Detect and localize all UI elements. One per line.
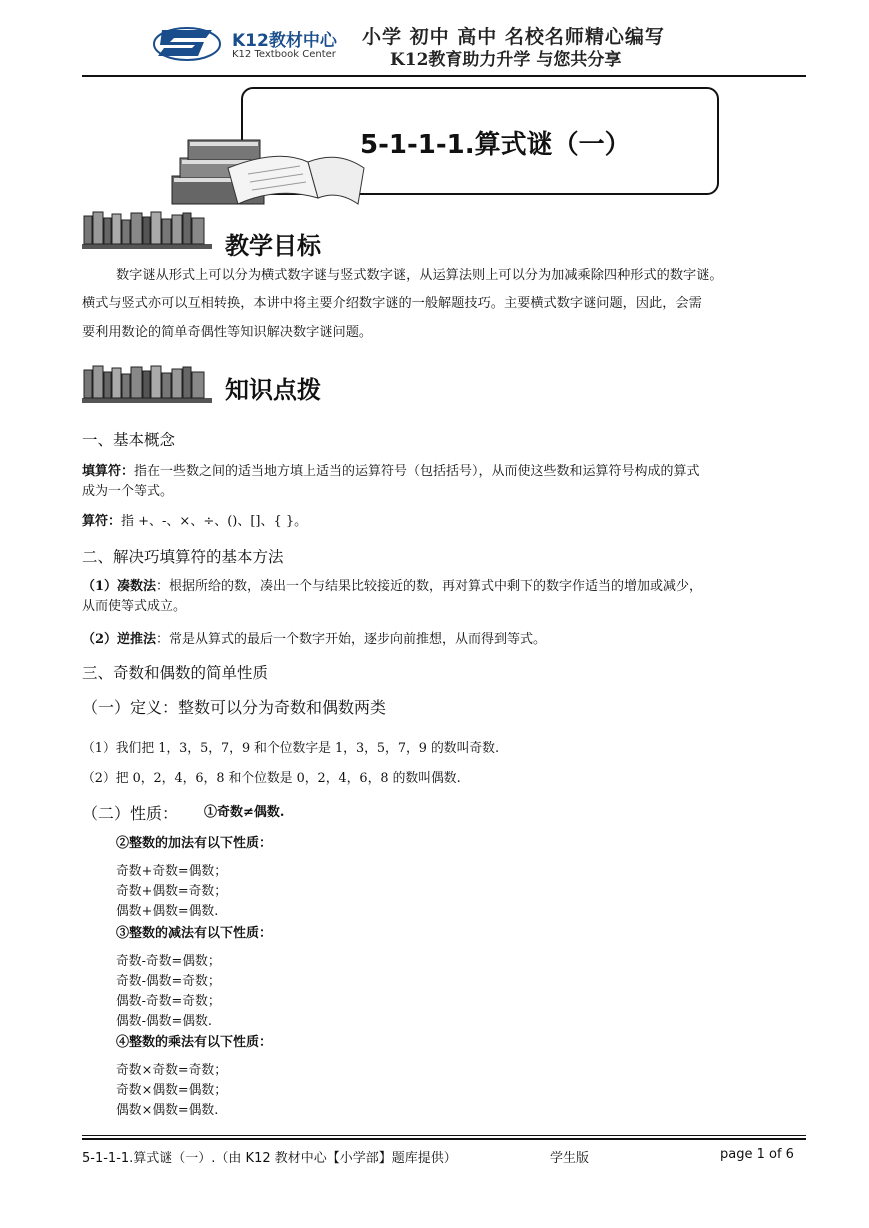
goals-line-2: 横式与竖式亦可以互相转换，本讲中将主要介绍数字谜的一般解题技巧。主要横式数字谜问题，因此，会需: [82, 296, 702, 311]
subtraction-rule: 奇数-偶数=奇数；: [116, 974, 221, 989]
heading-properties: （二）性质：: [82, 804, 179, 823]
heading-basic-concepts: 一、基本概念: [82, 431, 176, 449]
heading-methods: 二、解决巧填算符的基本方法: [82, 548, 284, 566]
section-title-knowledge: 知识点拨: [225, 376, 321, 404]
goals-line-1: 数字谜从形式上可以分为横式数字谜与竖式数字谜，从运算法则上可以分为加减乘除四种形式的数字谜。: [116, 268, 723, 283]
page-title: 5-1-1-1.算式谜（一）: [360, 130, 631, 160]
books-banner-icon: [82, 364, 212, 404]
term-method-2: （2）逆推法: [82, 632, 157, 647]
addition-rule: 奇数+奇数=偶数；: [116, 864, 228, 879]
subtraction-heading: ③整数的减法有以下性质：: [116, 926, 273, 941]
fill-operator-definition: [82, 462, 812, 481]
section-title-goals: 教学目标: [225, 232, 321, 260]
method-1: [82, 577, 812, 596]
definition-odd: （1）我们把 1，3，5，7，9 和个位数字是 1，3，5，7，9 的数叫奇数.: [82, 741, 500, 756]
method-1-line1: ：根据所给的数，凑出一个与结果比较接近的数，再对算式中剩下的数字作适当的增加或减少，: [156, 579, 703, 594]
page-number: page 1 of 6: [720, 1147, 794, 1162]
operator-definition: [82, 512, 307, 531]
books-banner-icon: [82, 210, 212, 250]
header-slogan-line2: K12教育助力升学 与您共分享: [390, 50, 622, 70]
method-2: [82, 630, 546, 649]
footer-source: 5-1-1-1.算式谜（一）.（由 K12 教材中心【小学部】题库提供）: [82, 1151, 457, 1166]
multiplication-heading: ④整数的乘法有以下性质：: [116, 1035, 273, 1050]
logo-title: K12教材中心: [232, 31, 337, 51]
multiplication-rule: 奇数×奇数=奇数；: [116, 1063, 228, 1078]
goals-line-3: 要利用数论的简单奇偶性等知识解决数字谜问题。: [82, 325, 373, 340]
operator-list: 指 +、-、×、÷、()、[]、{ }。: [121, 514, 308, 529]
term-method-1: （1）凑数法: [82, 579, 157, 594]
k12-logo-icon: [152, 26, 222, 62]
definition-even: （2）把 0，2，4，6，8 和个位数是 0，2，4，6，8 的数叫偶数.: [82, 771, 461, 786]
fill-def-line1: 指在一些数之间的适当地方填上适当的运算符号（包括括号），从而使这些数和运算符号构成的算式: [134, 464, 700, 479]
subtraction-rule: 偶数-偶数=偶数.: [116, 1014, 212, 1029]
addition-rule: 奇数+偶数=奇数；: [116, 884, 228, 899]
books-illustration-icon: [168, 128, 368, 210]
addition-rule: 偶数+偶数=偶数.: [116, 904, 219, 919]
addition-heading: ②整数的加法有以下性质：: [116, 836, 273, 851]
footer-divider: [82, 1138, 806, 1140]
heading-definition: （一）定义：整数可以分为奇数和偶数两类: [82, 698, 387, 717]
term-fill-operator: 填算符：: [82, 464, 135, 479]
footer-divider: [82, 1135, 806, 1136]
method-1-line2: 从而使等式成立。: [82, 599, 187, 614]
multiplication-rule: 偶数×偶数=偶数.: [116, 1103, 219, 1118]
fill-def-line2: 成为一个等式。: [82, 484, 174, 499]
multiplication-rule: 奇数×偶数=偶数；: [116, 1083, 228, 1098]
subtraction-rule: 奇数-奇数=偶数；: [116, 954, 221, 969]
property-1: ①奇数≠偶数.: [204, 805, 285, 820]
header-slogan-line1: 小学 初中 高中 名校名师精心编写: [362, 26, 665, 48]
term-operator: 算符：: [82, 514, 122, 529]
heading-parity: 三、奇数和偶数的简单性质: [82, 664, 269, 682]
method-2-text: ：常是从算式的最后一个数字开始，逐步向前推想，从而得到等式。: [156, 632, 547, 647]
footer-edition: 学生版: [550, 1151, 590, 1166]
logo-subtitle: K12 Textbook Center: [232, 49, 336, 60]
header-divider: [82, 75, 806, 77]
subtraction-rule: 偶数-奇数=奇数；: [116, 994, 221, 1009]
